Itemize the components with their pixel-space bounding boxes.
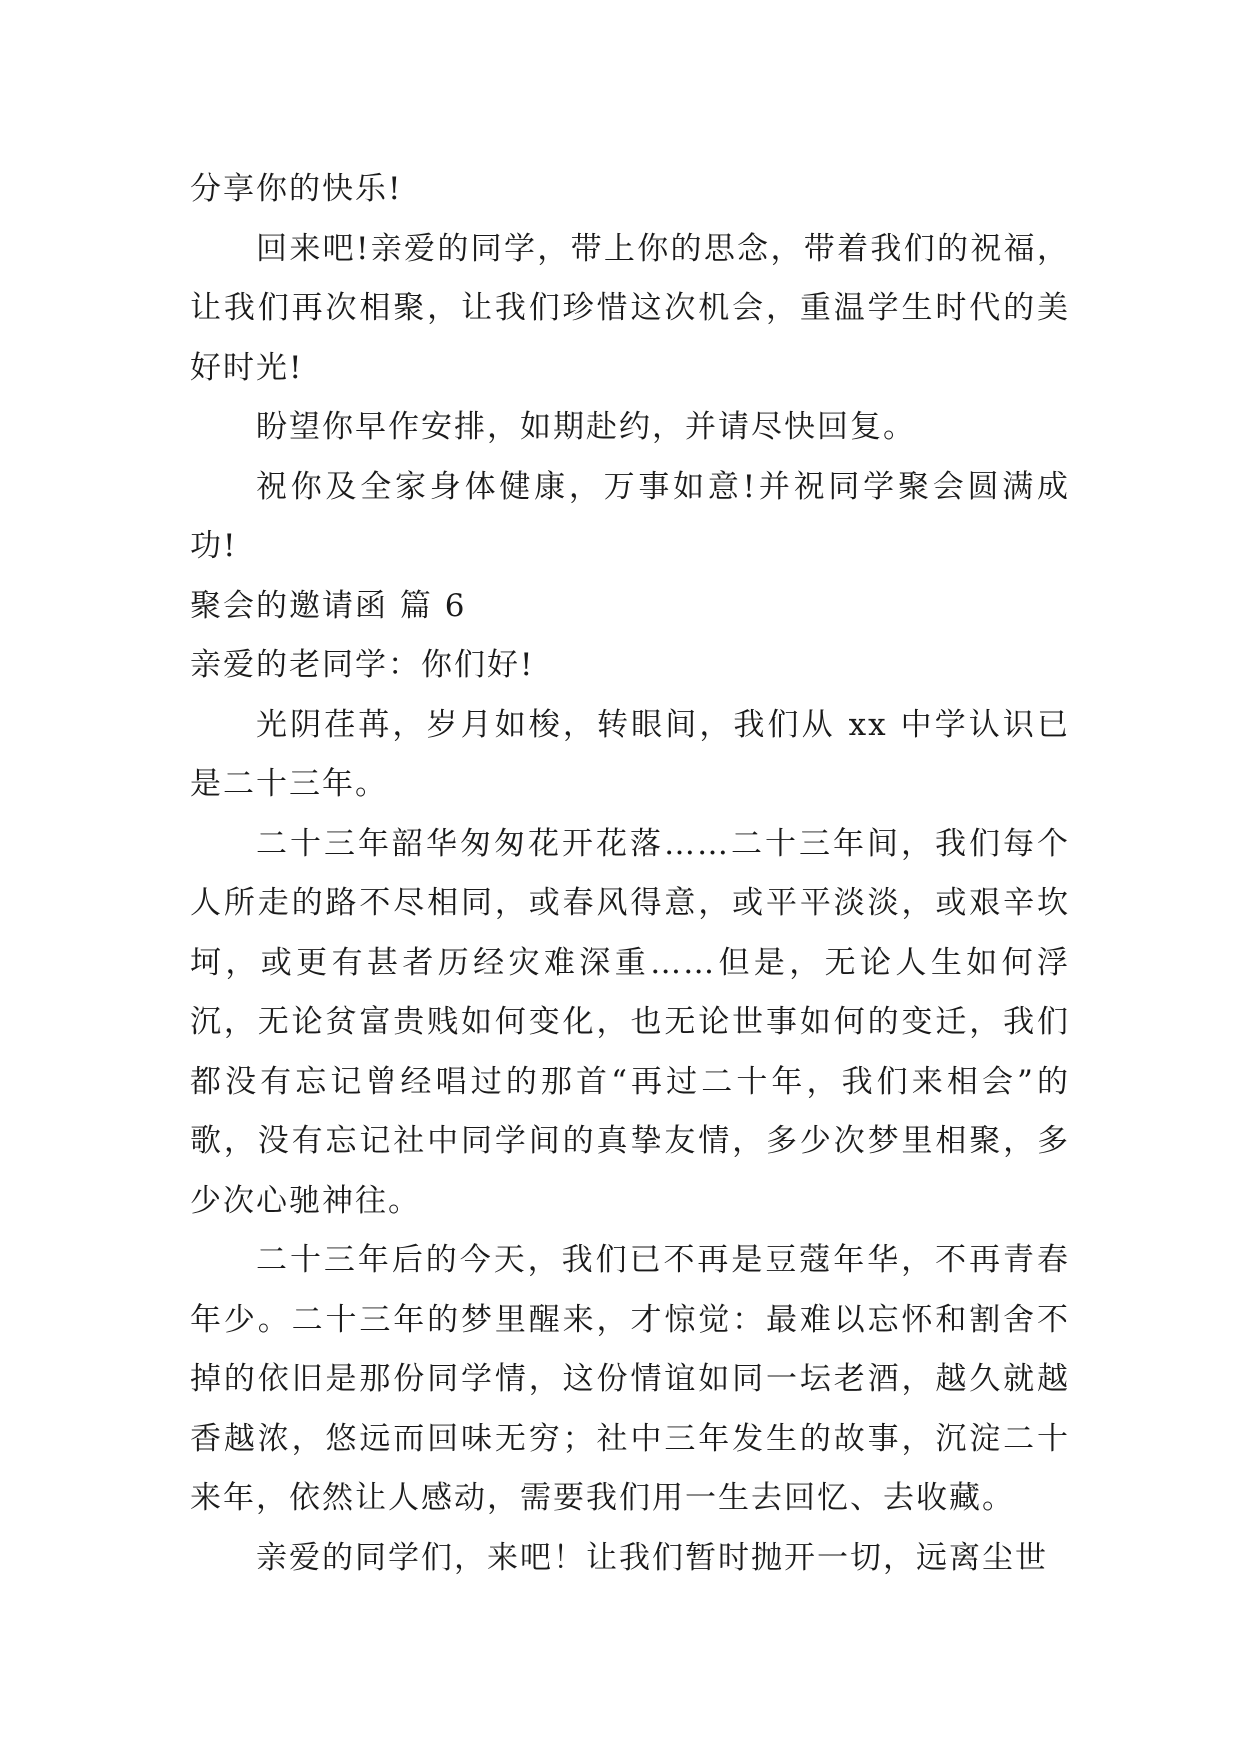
paragraph: 祝你及全家身体健康，万事如意!并祝同学聚会圆满成功! — [190, 468, 1070, 564]
paragraph: 回来吧!亲爱的同学，带上你的思念，带着我们的祝福，让我们再次相聚，让我们珍惜这次机会，重温学生时代的美好时光! — [190, 230, 1070, 386]
paragraph: 亲爱的同学们，来吧！让我们暂时抛开一切，远离尘世 — [256, 1539, 1048, 1576]
paragraph: 二十三年后的今天，我们已不再是豆蔻年华，不再青春年少。二十三年的梦里醒来，才惊觉：最难以忘怀和割舍不掉的依旧是那份同学情，这份情谊如同一坛老酒，越久就越香越浓，悠远而回味无穷；社中三年发生的故事，沉淀二十来年，依然让人感动，需要我们用一生去回忆、去收藏。 — [190, 1242, 1070, 1516]
paragraph: 二十三年韶华匆匆花开花落……二十三年间，我们每个人所走的路不尽相同，或春风得意，或平平淡淡，或艰辛坎坷，或更有甚者历经灾难深重……但是，无论人生如何浮沉，无论贫富贵贱如何变化，也无论世事如何的变迁，我们都没有忘记曾经唱过的那首“再过二十年，我们来相会”的歌，没有忘记社中同学间的真挚友情，多少次梦里相聚，多少次心驰神往。 — [190, 825, 1070, 1219]
document-body — [190, 160, 1070, 1588]
section-heading: 聚会的邀请函 篇 6 — [190, 587, 467, 624]
paragraph: 分享你的快乐! — [190, 171, 403, 207]
salutation: 亲爱的老同学：你们好! — [190, 647, 535, 683]
paragraph: 光阴荏苒，岁月如梭，转眼间，我们从 xx 中学认识已是二十三年。 — [190, 706, 1070, 802]
paragraph: 盼望你早作安排，如期赴约，并请尽快回复。 — [256, 409, 916, 445]
